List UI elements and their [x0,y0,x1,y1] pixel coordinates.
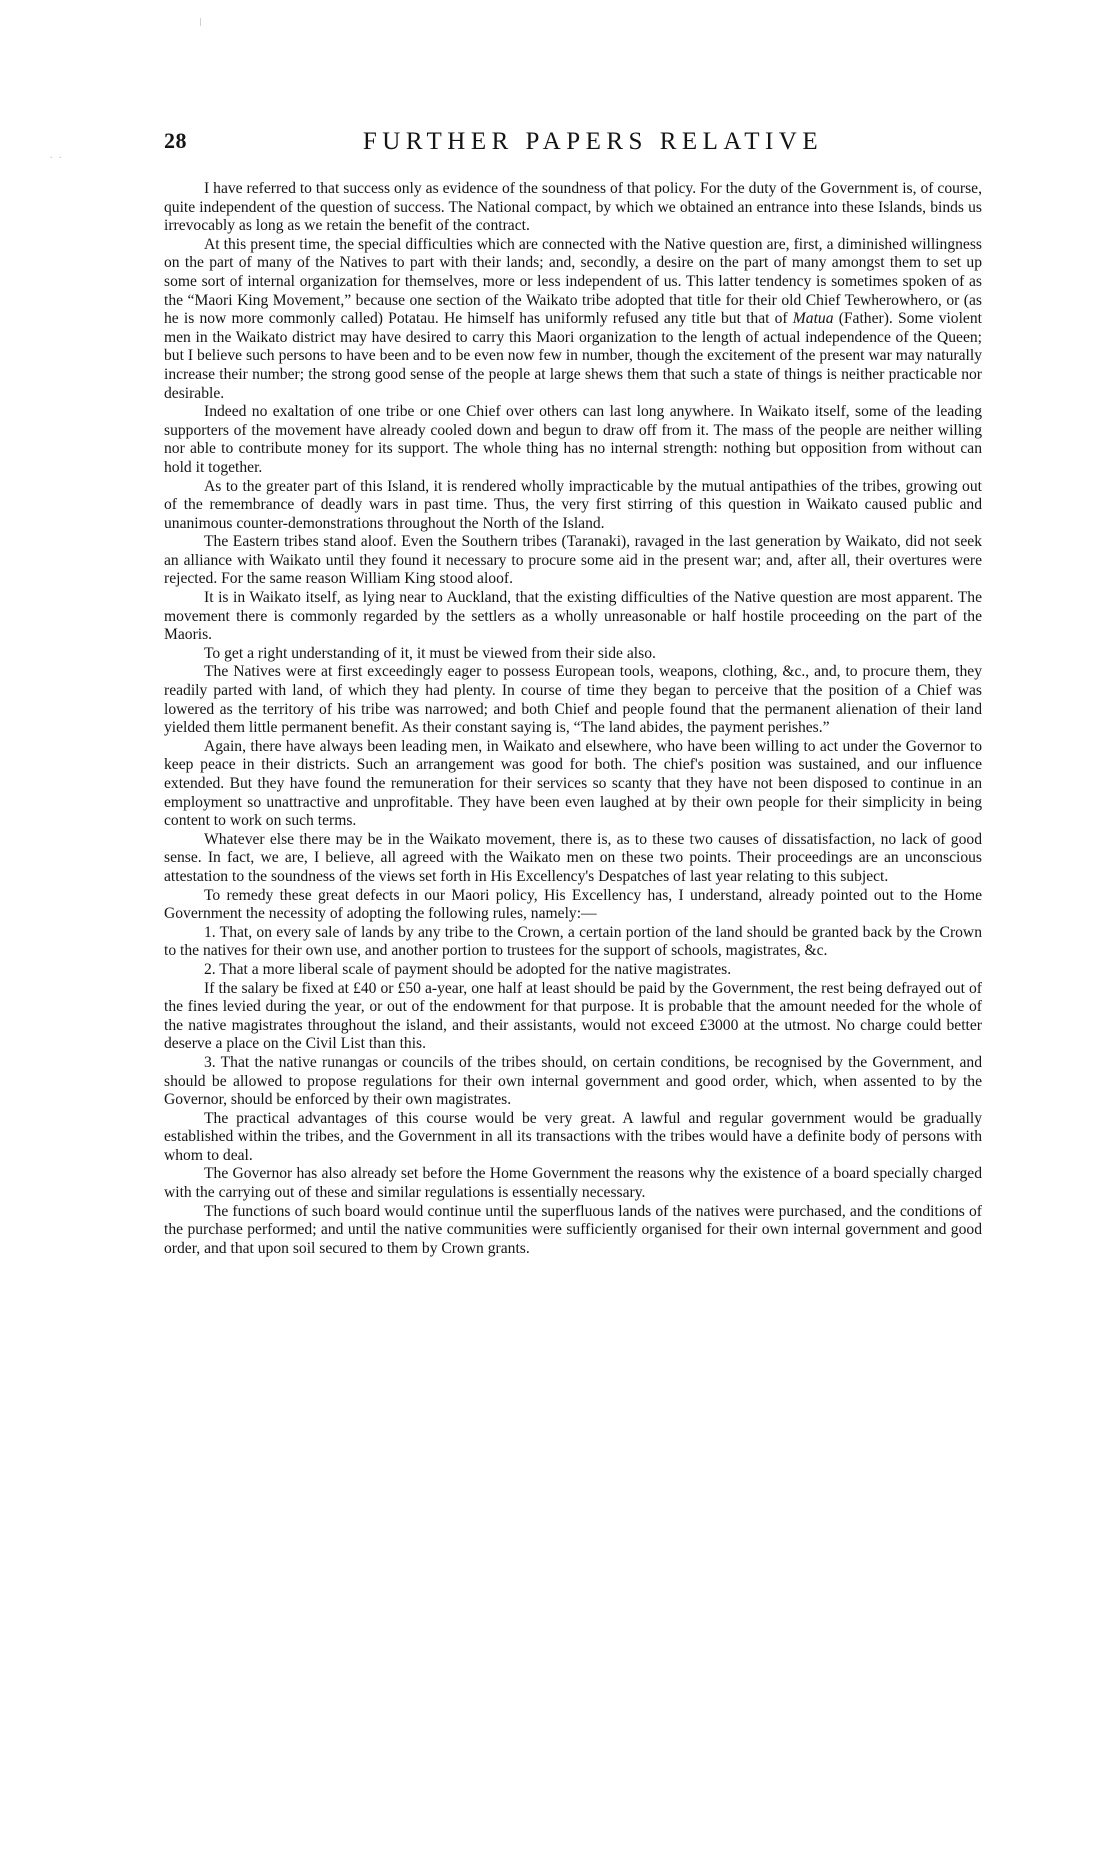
paragraph-16: The practical advantages of this course would be very great. A lawful and regular government would be gradually established within the tribes, and the Government in all its transactions with the tribes would have a definite body of persons with whom to deal. [164,1109,982,1164]
paragraph-3: Indeed no exaltation of one tribe or one Chief over others can last long anywhere. In Waikato itself, some of the leading supporters of the movement have already cooled down and begun to draw off from it. The mass of the people are neither willing nor able to contribute money for its support. The whole thing has no internal strength: nothing but opposition from without can hold it together. [164,403,982,476]
paragraph-2-head: At this present time, the special difficulties which are connected with the Native question are, first, a diminished willingness on the part of many of the Natives to part with their lands; and, secondly, a desire on the part of many amongst them to set up some sort of internal organization for themselves, more or less independent of us. This latter tendency is sometimes spoken of as the “Maori King Movement,” because one section of the Waikato tribe adopted that title for their old Chief Tewherowhero, or (as he is now more commonly called) Potatau. He himself has uniformly refused any title but that of [164,235,982,328]
margin-dots: . . [50,150,64,161]
paragraph-6: It is in Waikato itself, as lying near to Auckland, that the existing difficulties of the Native question are most apparent. The movement there is commonly regarded by the settlers as a wholly unreasonable or half hostile proceeding on the part of the Maoris. [164,589,982,644]
paragraph-4: As to the greater part of this Island, it is rendered wholly impracticable by the mutual antipathies of the tribes, growing out of the remembrance of deadly wars in past time. Thus, the very first stirring of this question in Waikato caused public and unanimous counter-demonstrations throughout the North of the Island. [164,477,982,532]
paragraph-9: Again, there have always been leading men, in Waikato and elsewhere, who have been willing to act under the Governor to keep peace in their districts. Such an arrangement was good for both. The chief's position was sustained, and our influence extended. But they have found the remuneration for their services so scanty that they have not been disposed to continue in an employment so unattractive and unprofitable. They have been even laughed at by their own people for their simplicity in being content to work on such terms. [164,737,982,830]
rule-3: 3. That the native runangas or councils of the tribes should, on certain conditions, be recognised by the Government, and should be allowed to propose regulations for their own internal government and good order, which, when assented to by the Governor, should be enforced by their own magistrates. [164,1053,982,1109]
rule-2: 2. That a more liberal scale of payment should be adopted for the native magistrates. [204,960,732,978]
rule-1: 1. That, on every sale of lands by any tribe to the Crown, a certain portion of the land should be granted back by the Crown to the natives for their own use, and another portion to trustees for the support of schools, magistrates, &c. [164,923,982,960]
paragraph-18: The functions of such board would continue until the superfluous lands of the natives were purchased, and the conditions of the purchase performed; and until the native communities were sufficiently organised for their own internal government and good order, and that upon soil secured to them by Crown grants. [164,1202,982,1257]
paragraph-8: The Natives were at first exceedingly eager to possess European tools, weapons, clothing, &c., and, to procure them, they readily parted with land, of which they had plenty. In course of time they began to perceive that the position of a Chief was lowered as the territory of his tribe was narrowed; and both Chief and people found that the permanent alienation of their land yielded them little permanent benefit. As their constant saying is, “The land abides, the payment perishes.” [164,663,982,737]
paragraph-5: The Eastern tribes stand aloof. Even the Southern tribes (Taranaki), ravaged in the last generation by Waikato, did not seek an alliance with Waikato until they found it necessary to procure some aid in the present war; and, after all, their overtures were rejected. For the same reason William King stood aloof. [164,533,982,588]
matua-word: Matua [792,310,834,328]
paragraph-11: To remedy these great defects in our Maori policy, His Excellency has, I understand, already pointed out to the Home Government the necessity of adopting the following rules, namely:— [164,886,982,923]
page-header [164,128,982,162]
paragraph-14: If the salary be fixed at £40 or £50 a-year, one half at least should be paid by the Government, the rest being defrayed out of the fines levied during the year, or out of the endowment for that purpose. It is probable that the amount needed for the whole of the native magistrates throughout the island, and their assistants, would not exceed £3000 at the utmost. No charge could better deserve a place on the Civil List than this. [164,979,982,1053]
scan-mark [200,18,201,26]
paragraph-2-tail: (Father). Some violent men in the Waikato district may have desired to carry this Maori organization to the length of actual independence of the Queen; but I believe such persons to have been and to be even now few in number, though the excitement of the present war may naturally increase their number; the strong good sense of the people at large shews them that such a state of things is neither practicable nor desirable. [164,310,982,402]
paragraph-1: I have referred to that success only as evidence of the soundness of that policy. For the duty of the Government is, of course, quite independent of the question of success. The National compact, by which we obtained an entrance into these Islands, binds us irrevocably as long as we retain the benefit of the contract. [164,180,982,235]
paragraph-2 [164,236,982,403]
running-head: FURTHER PAPERS RELATIVE [362,128,824,155]
paragraph-17: The Governor has also already set before the Home Government the reasons why the existence of a board specially charged with the carrying out of these and similar regulations is essentially necessary. [164,1165,982,1202]
body-text [164,180,982,1258]
paragraph-7: To get a right understanding of it, it must be viewed from their side also. [204,644,656,662]
page-number: 28 [164,128,187,153]
paragraph-10: Whatever else there may be in the Waikato movement, there is, as to these two causes of dissatisfaction, no lack of good sense. In fact, we are, I believe, all agreed with the Waikato men on these two points. Their proceedings are an unconscious attestation to the soundness of the views set forth in His Excellency's Despatches of last year relating to this subject. [164,830,982,885]
